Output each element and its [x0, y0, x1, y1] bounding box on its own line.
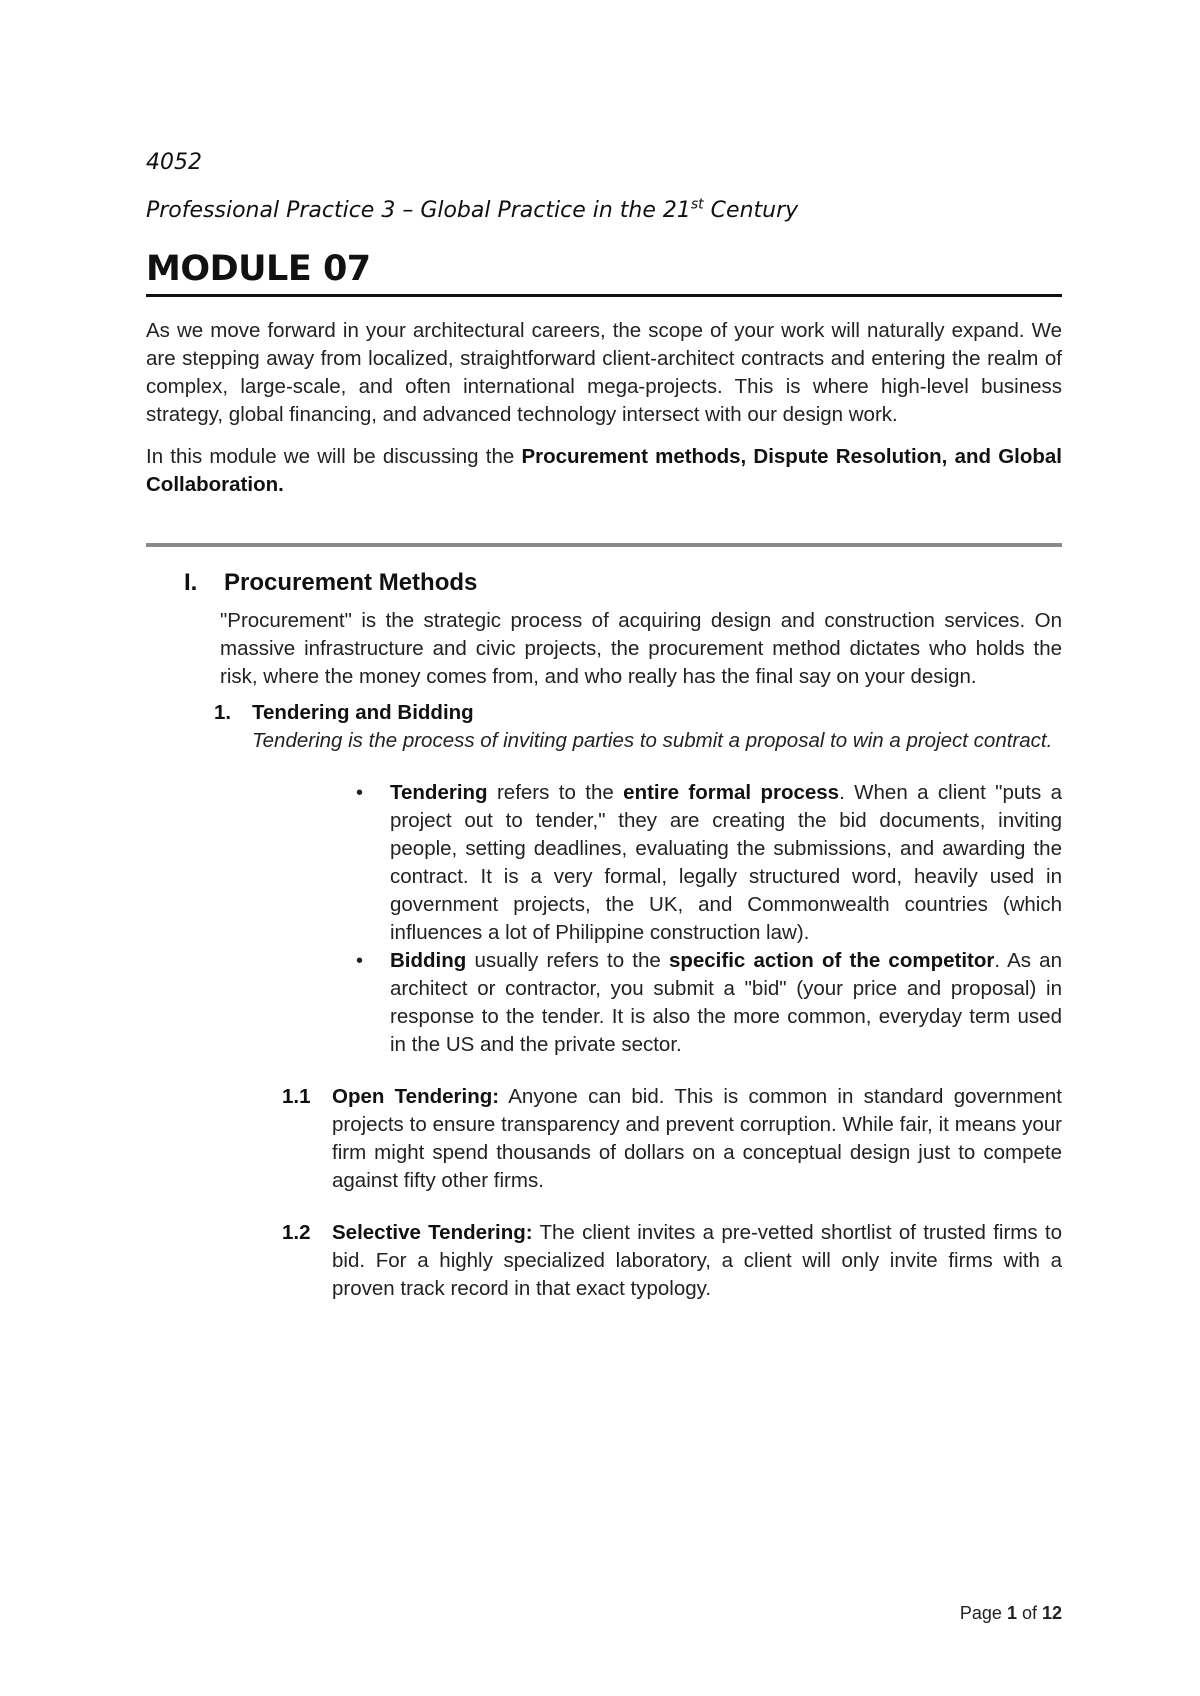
course-title-prefix: Professional Practice 3 – Global Practice in the 21: [146, 198, 691, 223]
item-definition: Tendering is the process of inviting parties to submit a proposal to win a project contract.: [252, 729, 1053, 752]
section-heading: [184, 567, 1062, 599]
section-intro: "Procurement" is the strategic process of acquiring design and construction services. On massive infrastructure and civic projects, the procurement method dictates who holds the risk, where the money comes from, and who really has the final say on your design.: [220, 609, 1062, 688]
intro-topics-list: Procurement methods, Dispute Resolution, and Global Collaboration.: [146, 445, 1062, 496]
page-number: [960, 1603, 1062, 1624]
bullet-term: Tendering: [390, 781, 488, 804]
item-title: Tendering and Bidding: [252, 701, 474, 724]
bullet-icon: •: [356, 782, 364, 804]
intro-topics-lead: In this module we will be discussing the: [146, 445, 522, 468]
intro-paragraph: As we move forward in your architectural careers, the scope of your work will naturally expand. We are stepping away from localized, straightforward client-architect contracts and entering the realm of complex, large-scale, and often international mega-projects. This is where high-level business strategy, global financing, and advanced technology intersect with our design work.: [146, 319, 1062, 426]
bullet-emphasis: entire formal process: [623, 781, 840, 804]
numbered-item: [214, 699, 1062, 755]
subitem-open-tendering: [282, 1083, 1062, 1195]
bullet-text: . As an architect or contractor, you submit a "bid" (your price and proposal) in response to the tender. It is also the more common, everyday term used in the US and the private sector.: [390, 949, 1062, 1056]
course-title-superscript: st: [690, 196, 704, 213]
page-label: Page: [959, 1603, 1007, 1623]
subitem-text: The client invites a pre-vetted shortlist of trusted firms to bid. For a highly specialized laboratory, a client will only invite firms with a proven track record in that exact typology.: [332, 1221, 1062, 1300]
page-total: 12: [1041, 1603, 1062, 1623]
subitem-title: Open Tendering:: [332, 1085, 500, 1108]
bullet-item-bidding: [356, 947, 1062, 1059]
intro-topics-paragraph: [146, 443, 1062, 499]
bullet-item-tendering: [356, 779, 1062, 947]
bullet-list: [356, 779, 1062, 1059]
page-content: [146, 148, 1062, 1303]
subitem-number: 1.2: [282, 1221, 311, 1244]
bullet-icon: •: [356, 950, 364, 972]
subitem-text: Anyone can bid. This is common in standard government projects to ensure transparency and prevent corruption. While fair, it means your firm might spend thousands of dollars on a conceptual design just to compete against fifty other firms.: [332, 1085, 1062, 1192]
item-number: 1.: [214, 701, 232, 724]
subitem-number: 1.1: [282, 1085, 311, 1108]
bullet-text: refers to the: [487, 781, 624, 804]
section-title: Procurement Methods: [224, 569, 478, 596]
subitem-title: Selective Tendering:: [332, 1221, 533, 1244]
section-divider: [146, 543, 1062, 547]
bullet-text: usually refers to the: [466, 949, 669, 972]
bullet-text: . When a client "puts a project out to tender," they are creating the bid documents, inviting people, setting deadlines, evaluating the submissions, and awarding the contract. It is a very formal, legally structured word, heavily used in government projects, the UK, and Commonwealth countries (which influences a lot of Philippine construction law).: [390, 781, 1062, 944]
page-current: 1: [1006, 1603, 1017, 1623]
page-of-label: of: [1016, 1603, 1042, 1623]
course-title-suffix: Century: [703, 198, 799, 223]
course-code: 4052: [146, 150, 202, 175]
subitem-selective-tendering: [282, 1219, 1062, 1303]
module-title: MODULE 07: [146, 248, 1062, 297]
section-number: I.: [184, 569, 198, 596]
bullet-emphasis: specific action of the competitor: [668, 949, 995, 972]
bullet-term: Bidding: [390, 949, 467, 972]
course-title: [146, 196, 1062, 226]
